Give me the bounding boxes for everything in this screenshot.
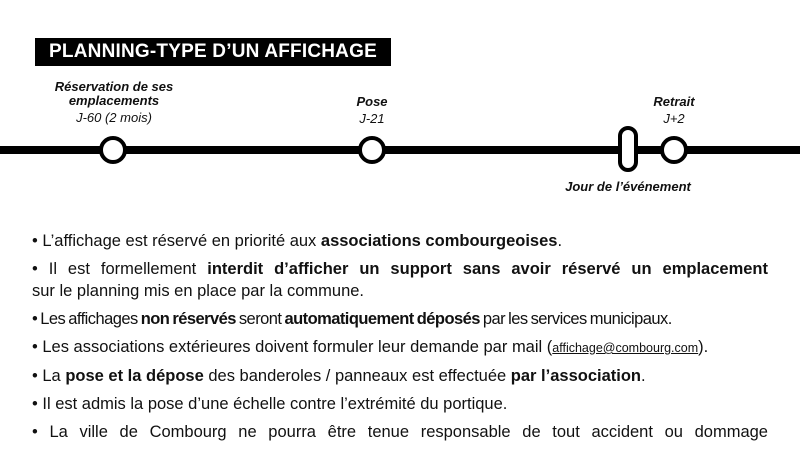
rule-external-end: ). — [698, 338, 709, 356]
rule-install-bold-b: par l’association — [510, 367, 642, 385]
rule-forbidden-text: • Il est formellement — [32, 260, 208, 278]
rule-forbidden-bold: interdit d’afficher un support sans avoir réservé un emplacement — [207, 260, 769, 278]
rule-removal-bold-b: automatiquement déposés — [284, 310, 480, 328]
rule-removal-text-b: seront — [235, 310, 285, 328]
milestone-pose-name: Pose — [356, 94, 388, 109]
rule-install-text-b: des banderoles / panneaux est effectuée — [203, 367, 511, 385]
event-day-label: Jour de l’événement — [565, 179, 691, 194]
rule-priority — [32, 230, 768, 252]
milestone-pose-when: J-21 — [359, 111, 385, 126]
rule-install-text-a: • La — [32, 367, 66, 385]
rule-liability-text: • La ville de Combourg ne pourra être tenue responsable de tout accident ou dommage — [32, 423, 768, 441]
event-day-marker — [618, 126, 638, 172]
rule-external — [32, 336, 768, 359]
rule-forbidden — [32, 258, 768, 302]
rule-liability — [32, 421, 768, 443]
page-title: PLANNING-TYPE D’UN AFFICHAGE — [35, 38, 391, 66]
milestone-reservation-label — [28, 80, 200, 126]
rule-install-bold-a: pose et la dépose — [65, 367, 204, 385]
rule-install-end: . — [641, 367, 646, 385]
rule-priority-end: . — [557, 232, 563, 250]
rule-ladder-text: • Il est admis la pose d’une échelle contre l’extrémité du portique. — [32, 395, 508, 413]
rules-list — [32, 230, 768, 449]
rule-removal-bold-a: non réservés — [140, 310, 236, 328]
milestone-retrait-marker — [660, 136, 688, 164]
milestone-reservation-name-line1: Réservation de ses — [54, 79, 174, 94]
rule-external-text: • Les associations extérieures doivent formuler leur demande par mail ( — [32, 338, 553, 356]
milestone-pose-label — [322, 95, 422, 127]
rule-removal-text-c: par les services municipaux. — [479, 310, 672, 328]
rule-forbidden-end: sur le planning mis en place par la commune. — [32, 282, 365, 300]
rule-removal-text-a: • Les affichages — [32, 310, 141, 328]
rule-priority-bold: associations combourgeoises — [320, 232, 558, 250]
milestone-reservation-marker — [99, 136, 127, 164]
milestone-retrait-name: Retrait — [653, 94, 695, 109]
milestone-retrait-when: J+2 — [663, 111, 685, 126]
rule-priority-text: • L’affichage est réservé en priorité aux — [32, 232, 321, 250]
email-link[interactable]: affichage@combourg.com — [552, 341, 699, 355]
rule-removal — [32, 308, 768, 330]
rule-install — [32, 365, 768, 387]
milestone-retrait-label — [624, 95, 724, 127]
event-day-label-box — [548, 180, 708, 194]
rule-ladder — [32, 393, 768, 415]
milestone-pose-marker — [358, 136, 386, 164]
milestone-reservation-name-line2: emplacements — [68, 93, 160, 108]
milestone-reservation-when: J-60 (2 mois) — [76, 110, 152, 125]
